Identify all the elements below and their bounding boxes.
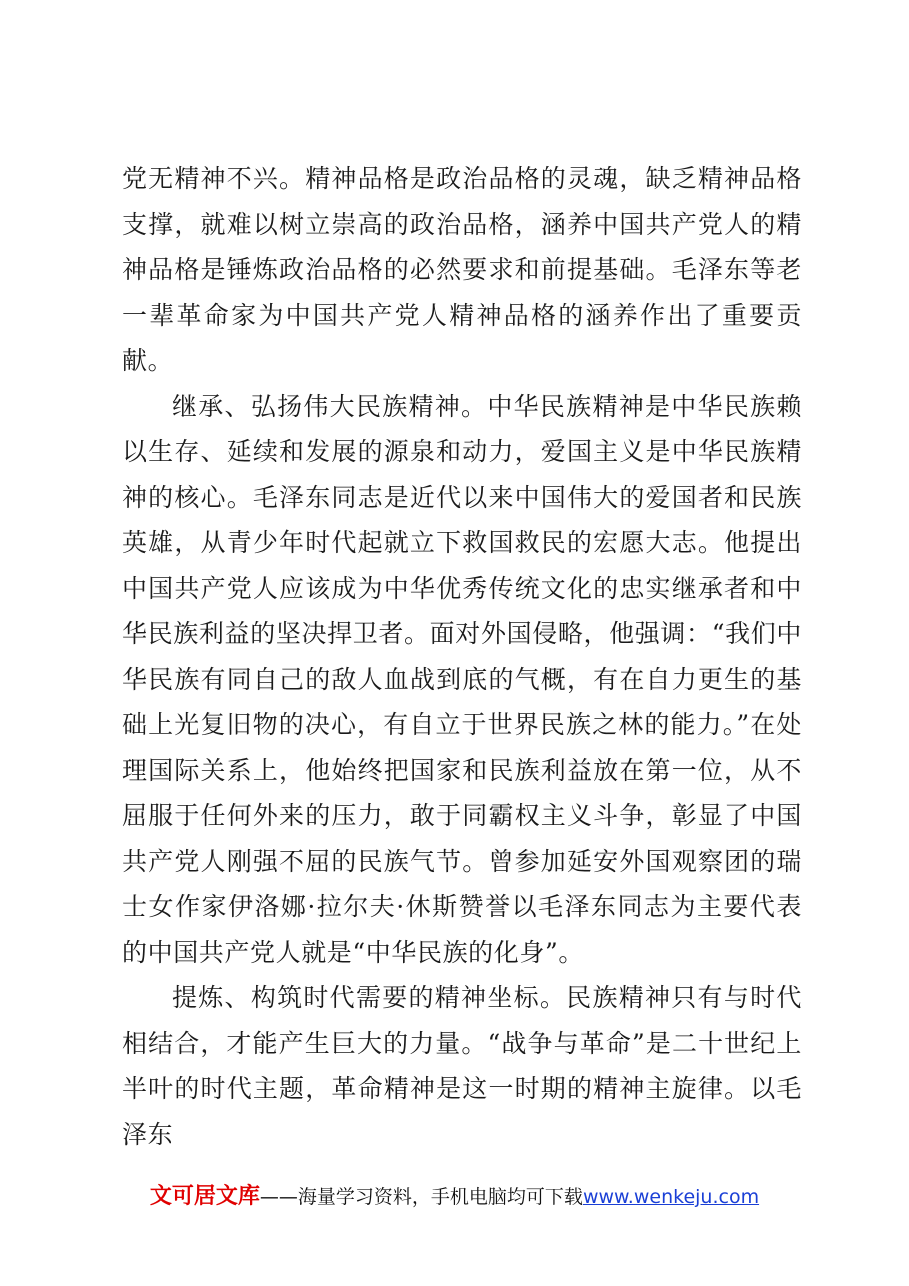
paragraph-3: 提炼、构筑时代需要的精神坐标。民族精神只有与时代相结合，才能产生巨大的力量。“战争与革命”是二十世纪上半叶的时代主题，革命精神是这一时期的精神主旋律。以毛泽东 — [122, 983, 802, 1149]
footer-brand: 文可居文库 — [149, 1184, 260, 1209]
footer-slogan: ——海量学习资料，手机电脑均可下载 — [259, 1186, 583, 1208]
footer-banner — [0, 1183, 909, 1211]
paragraph-2: 继承、弘扬伟大民族精神。中华民族精神是中华民族赖以生存、延续和发展的源泉和动力，爱国主义是中华民族精神的核心。毛泽东同志是近代以来中国伟大的爱国者和民族英雄，从青少年时代起就立下救国救民的宏愿大志。他提出中国共产党人应该成为中华优秀传统文化的忠实继承者和中华民族利益的坚决捍卫者。面对外国侵略，他强调：“我们中华民族有同自己的敌人血战到底的气概，有在自力更生的基础上光复旧物的决心，有自立于世界民族之林的能力。”在处理国际关系上，他始终把国家和民族利益放在第一位，从不屈服于任何外来的压力，敢于同霸权主义斗争，彰显了中国共产党人刚强不屈的民族气节。曾参加延安外国观察团的瑞士女作家伊洛娜·拉尔夫·休斯赞誉以毛泽东同志为主要代表的中国共产党人就是“中华民族的化身”。 — [122, 391, 802, 967]
footer-link[interactable]: www.wenkeju.com — [582, 1186, 760, 1208]
document-body — [122, 156, 802, 1157]
paragraph-1: 党无精神不兴。精神品格是政治品格的灵魂，缺乏精神品格支撑，就难以树立崇高的政治品格，涵养中国共产党人的精神品格是锤炼政治品格的必然要求和前提基础。毛泽东等老一辈革命家为中国共产党人精神品格的涵养作出了重要贡献。 — [122, 164, 802, 375]
